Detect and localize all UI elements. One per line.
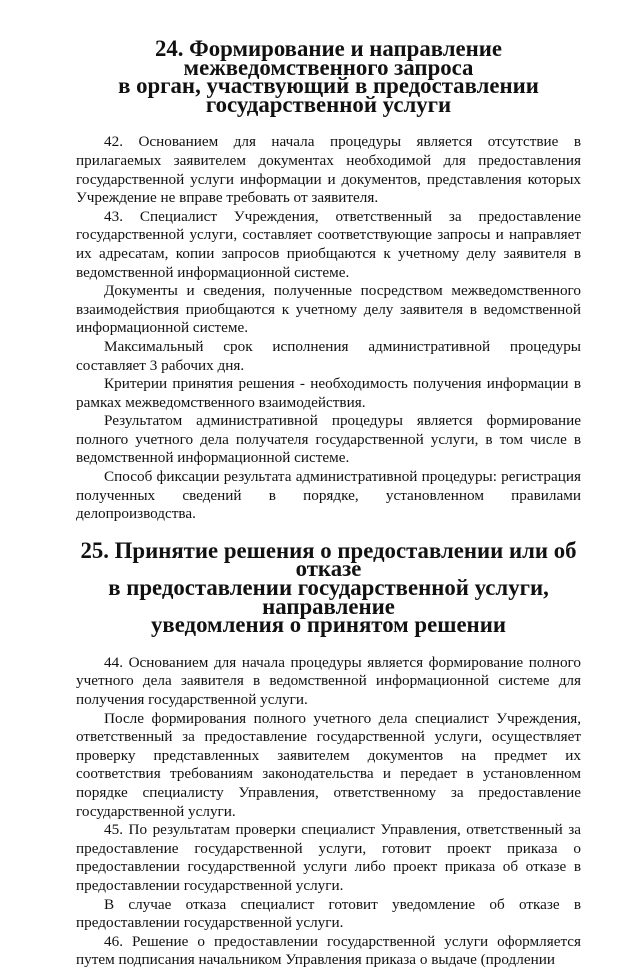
section-25-title-line3: уведомления о принятом решении bbox=[151, 612, 506, 638]
paragraph-44: 44. Основанием для начала процедуры является формирование полного учетного дела заявителя в ведомственной информационной системе для получения государственной услуги. bbox=[76, 653, 581, 708]
paragraph-result: Результатом административной процедуры является формирование полного учетного дела получателя государственной услуги, в том числе в ведомственной информационной системе. bbox=[76, 412, 581, 467]
section-25-heading bbox=[76, 537, 581, 638]
section-24-heading bbox=[76, 36, 581, 117]
paragraph-criteria: Критерии принятия решения - необходимость получения информации в рамках межведомственного взаимодействия. bbox=[76, 375, 581, 411]
paragraph-max-term: Максимальный срок исполнения административной процедуры составляет 3 рабочих дня. bbox=[76, 337, 581, 374]
section-25-title-line2: в предоставлении государственной услуги, направление bbox=[108, 575, 549, 619]
paragraph-46: 46. Решение о предоставлении государственной услуги оформляется путем подписания начальником Управления приказа о выдаче (продлении bbox=[76, 932, 581, 969]
paragraph-fixation: Способ фиксации результата административной процедуры: регистрация полученных сведений в порядке, установленном правилами делопроизводства. bbox=[76, 468, 581, 523]
section-24-title-line2: в орган, участвующий в предоставлении государственной услуги bbox=[118, 73, 539, 117]
paragraph-documents: Документы и сведения, полученные посредством межведомственного взаимодействия приобщаются к учетному делу заявителя в ведомственной информационной системе. bbox=[76, 282, 581, 337]
paragraph-45: 45. По результатам проверки специалист Управления, ответственный за предоставление государственной услуги, готовит проект приказа о предоставлении государственной услуги либо проект приказа об отказе в предоставлении государственной услуги. bbox=[76, 821, 581, 894]
section-25-title-line1: 25. Принятие решения о предоставлении или об отказе bbox=[80, 537, 577, 582]
paragraph-42: 42. Основанием для начала процедуры является отсутствие в прилагаемых заявителем документах необходимой для предоставления государственной услуги информации и документов, представления которых Учреждение не вправе требовать от заявителя. bbox=[76, 133, 581, 207]
section-24-title-line1: 24. Формирование и направление межведомственного запроса bbox=[154, 36, 503, 80]
paragraph-after-forming: После формирования полного учетного дела специалист Учреждения, ответственный за предоставление государственной услуги, осуществляет проверку представленных заявителем документов на предмет их соответствия требованиям законодательства и передает в установленном порядке специалисту Управления, ответственному за предоставление государственной услуги. bbox=[76, 709, 581, 820]
document-page bbox=[76, 36, 581, 970]
paragraph-refusal: В случае отказа специалист готовит уведомление об отказе в предоставлении государственной услуги. bbox=[76, 895, 581, 932]
paragraph-43: 43. Специалист Учреждения, ответственный за предоставление государственной услуги, составляет соответствующие запросы и направляет их адресатам, копии запросов приобщаются к учетному делу заявителя в ведомственной информационной системе. bbox=[76, 207, 581, 281]
